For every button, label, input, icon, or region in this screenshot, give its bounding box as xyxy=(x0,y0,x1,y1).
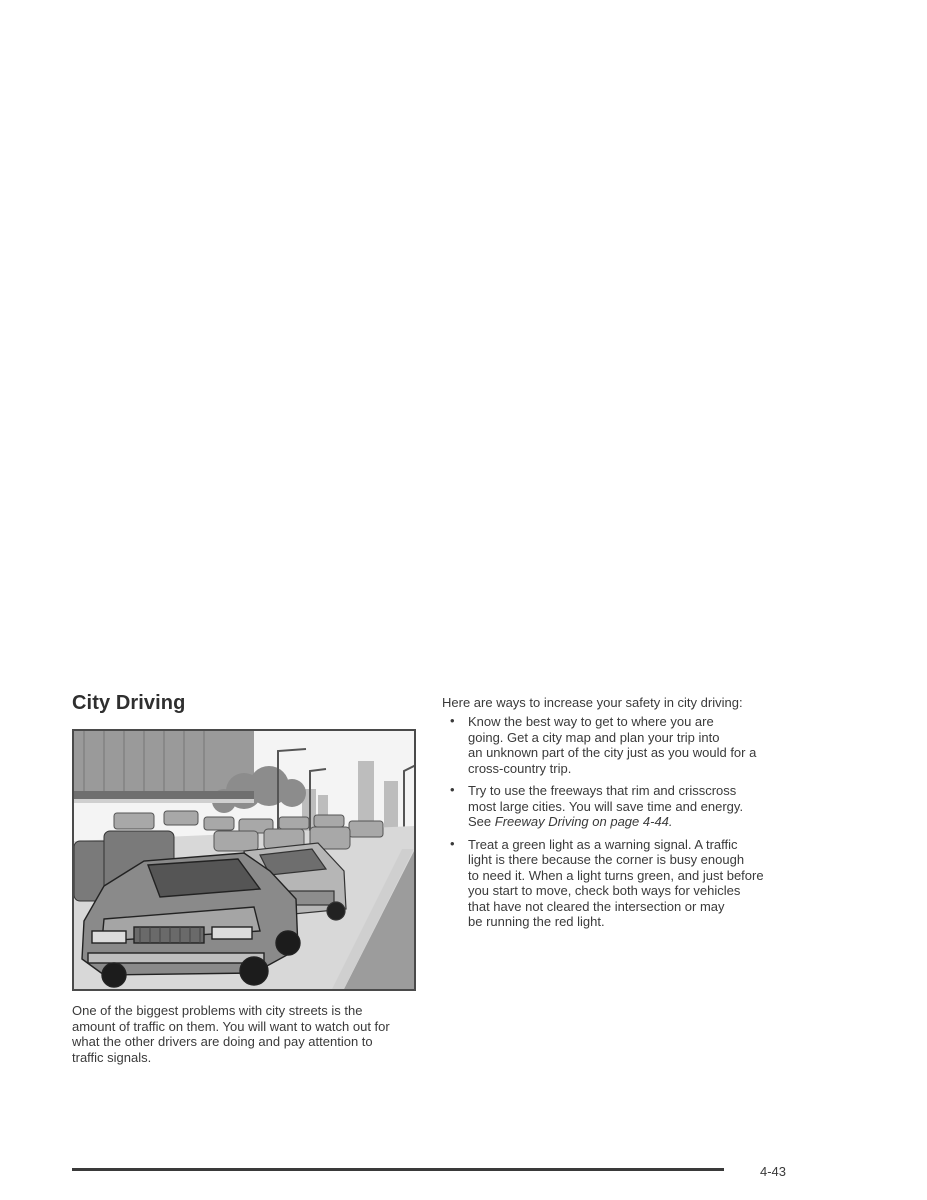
tips-lead-text: Here are ways to increase your safety in city driving: xyxy=(442,695,743,710)
list-item xyxy=(450,783,810,830)
page-number: 4-43 xyxy=(760,1164,787,1179)
footer-rule xyxy=(72,1168,724,1171)
list-item xyxy=(450,714,810,776)
bullet-icon: • xyxy=(450,782,455,797)
city-traffic-illustration xyxy=(72,729,416,991)
bullet-icon: • xyxy=(450,835,455,851)
section-heading: City Driving xyxy=(72,692,186,714)
list-item xyxy=(450,837,810,930)
list-item-text: Try to use the freeways that rim and crisscross most large cities. You will save time and energy. See xyxy=(468,783,744,829)
bullet-icon: • xyxy=(450,713,455,728)
intro-paragraph: One of the biggest problems with city streets is the amount of traffic on them. You will want to watch out for what the other drivers are doing and pay attention to traffic signals. xyxy=(72,1003,390,1065)
list-item-text: Treat a green light as a warning signal. A traffic light is there because the corner is busy enough to need it. When a light turns green, and just before you start to move, check both ways for vehicles that have not cleared the intersection or may be running the red light. xyxy=(468,836,764,929)
safety-tips-list xyxy=(450,714,810,937)
list-item-text: Know the best way to get to where you are going. Get a city map and plan your trip into an unknown part of the city just as you would for a cross-country trip. xyxy=(468,714,757,776)
cross-reference-link[interactable]: Freeway Driving on page 4-44. xyxy=(494,814,673,829)
